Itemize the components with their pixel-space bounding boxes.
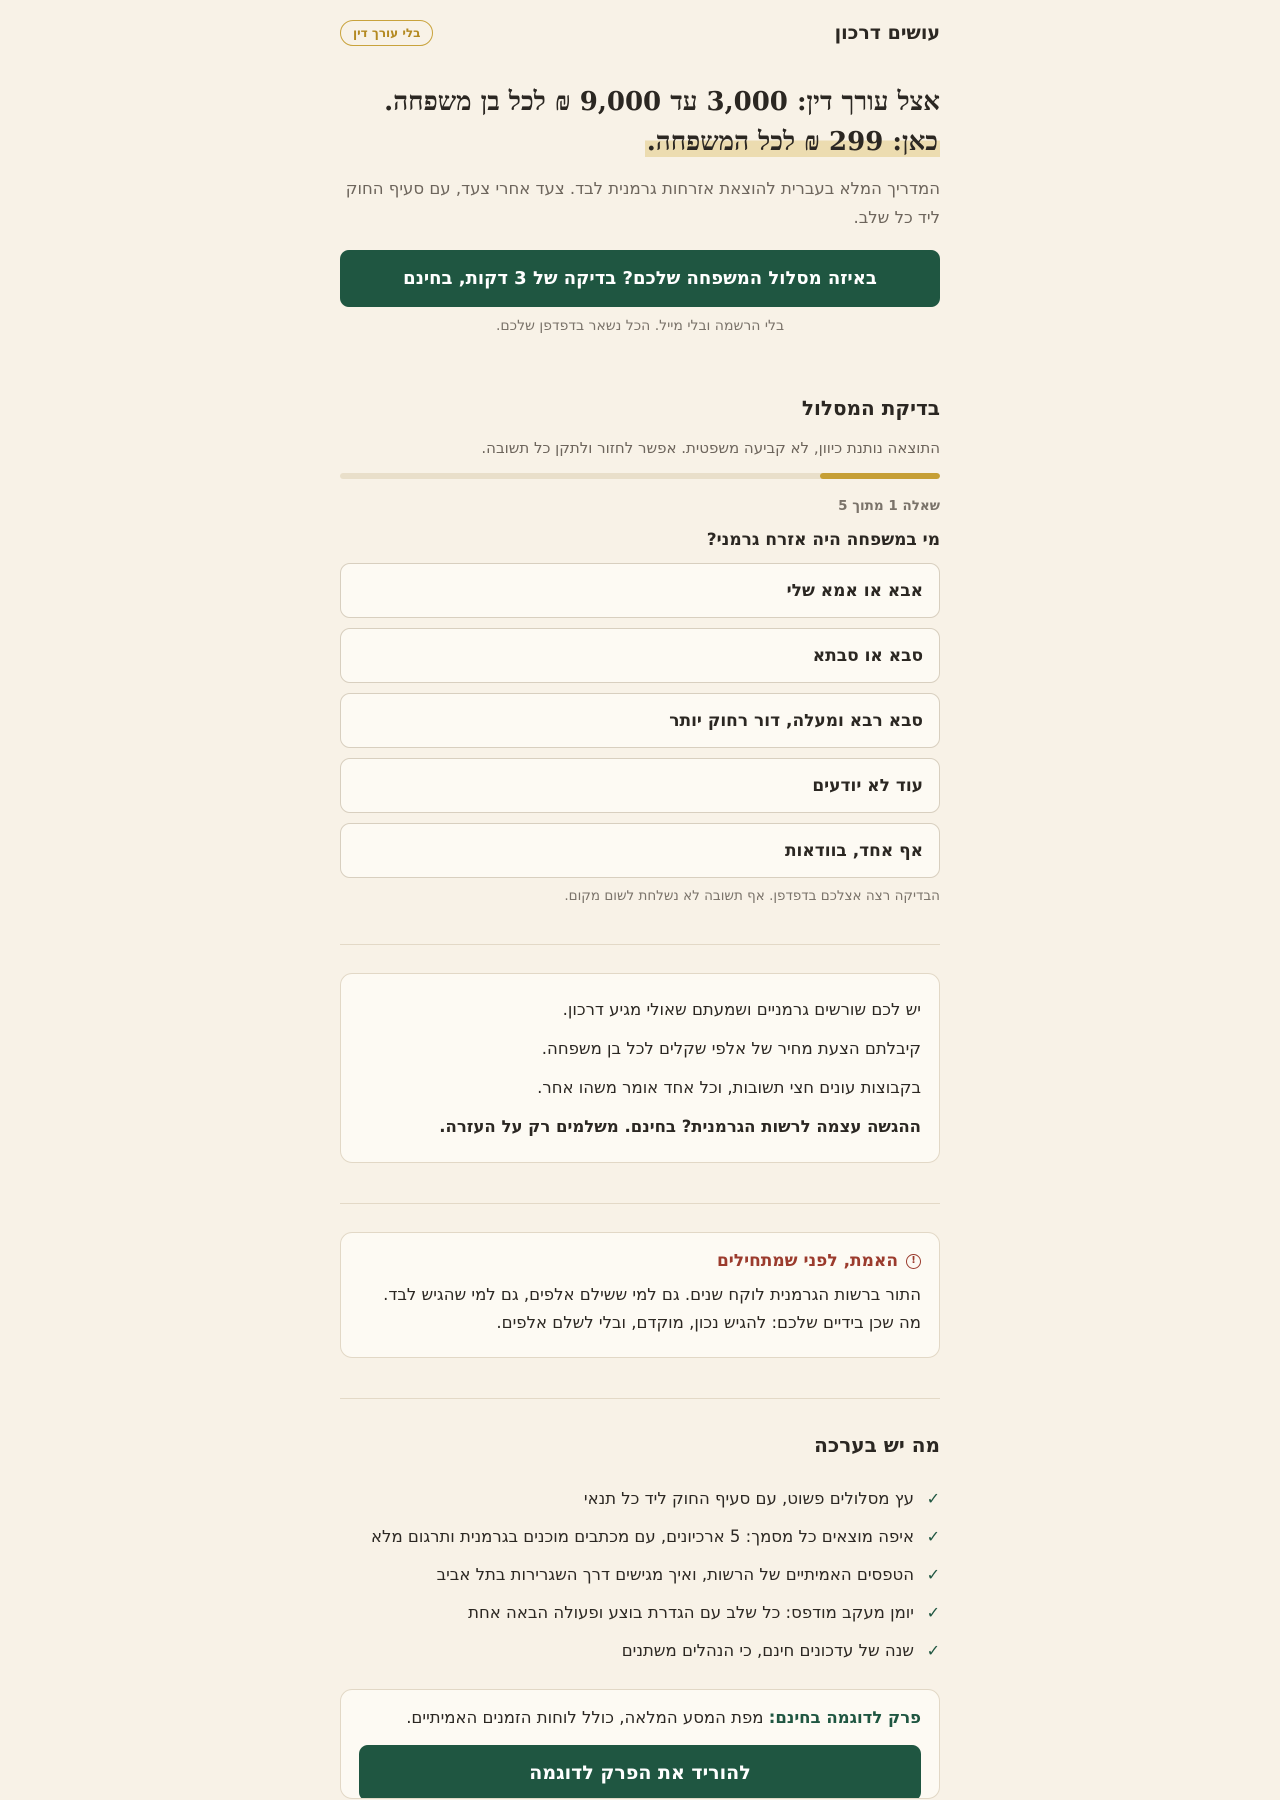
headline-line-price: כאן: 299 ₪ לכל המשפחה.: [646, 127, 938, 157]
check-icon: ✓: [926, 1564, 940, 1584]
sample-text: מפת המסע המלאה, כולל לוחות הזמנים האמיתיים.: [406, 1708, 769, 1727]
pain-line: בקבוצות עונים חצי תשובות, וכל אחד אומר משהו אחר.: [537, 1078, 921, 1097]
quiz-question: מי במשפחה היה אזרח גרמני?: [706, 530, 940, 550]
option-none[interactable]: אף אחד, בוודאות: [340, 823, 940, 878]
option-grandparent[interactable]: סבא או סבתא: [340, 628, 940, 683]
sample-chapter-card: [340, 1689, 940, 1799]
alert-circle-icon: !: [906, 1254, 921, 1269]
hero-subtitle: המדריך המלא בעברית להוצאת אזרחות גרמנית לבד. צעד אחרי צעד, עם סעיף החוק ליד כל שלב.: [345, 179, 940, 227]
no-lawyer-badge: בלי עורך דין: [340, 20, 433, 46]
sample-lead: פרק לדוגמה בחינם:: [768, 1708, 921, 1727]
check-icon: ✓: [926, 1640, 940, 1660]
quiz-privacy-note: הבדיקה רצה אצלכם בדפדפן. אף תשובה לא נשלחת לשום מקום.: [564, 888, 940, 904]
brand-logo[interactable]: עושים דרכון: [834, 22, 940, 44]
option-great-grandparent[interactable]: סבא רבא ומעלה, דור רחוק יותר: [340, 693, 940, 748]
list-item: [340, 1517, 940, 1555]
truth-card: [340, 1232, 940, 1358]
question-counter: שאלה 1 מתוך 5: [838, 498, 940, 514]
quiz-options: [340, 563, 940, 878]
list-item: [340, 1555, 940, 1593]
check-icon: ✓: [926, 1526, 940, 1546]
top-bar: [340, 18, 940, 48]
kit-item-text: עץ מסלולים פשוט, עם סעיף החוק ליד כל תנאי: [583, 1488, 914, 1508]
section-divider: [340, 1203, 940, 1204]
list-item: [340, 1631, 940, 1669]
kit-item-text: יומן מעקב מודפס: כל שלב עם הגדרת בוצע ופעולה הבאה אחת: [468, 1602, 914, 1622]
pain-line: יש לכם שורשים גרמניים ושמעתם שאולי מגיע דרכון.: [562, 1000, 921, 1019]
section-divider: [340, 1398, 940, 1399]
list-item: [340, 1593, 940, 1631]
kit-item-text: שנה של עדכונים חינם, כי הנהלים משתנים: [621, 1640, 914, 1660]
truth-line: התור ברשות הגרמנית לוקח שנים. גם למי ששילם אלפים, גם למי שהגיש לבד.: [383, 1285, 921, 1304]
pain-conclusion: ההגשה עצמה לרשות הגרמנית? בחינם. משלמים רק על העזרה.: [439, 1117, 921, 1136]
check-icon: ✓: [926, 1488, 940, 1508]
section-divider: [340, 944, 940, 945]
start-quiz-button[interactable]: באיזה מסלול המשפחה שלכם? בדיקה של 3 דקות, בחינם: [340, 250, 940, 307]
kit-title: מה יש בערכה: [814, 1433, 940, 1457]
quiz-disclaimer: התוצאה נותנת כיוון, לא קביעה משפטית. אפשר לחזור ולתקן כל תשובה.: [481, 439, 940, 457]
cta-note: בלי הרשמה ובלי מייל. הכל נשאר בדפדפן שלכם.: [495, 318, 785, 334]
kit-item-text: איפה מוצאים כל מסמך: 5 ארכיונים, עם מכתבים מוכנים בגרמנית ותרגום מלא: [371, 1526, 914, 1546]
landing-page: [340, 0, 940, 1799]
quiz-progress-bar: [340, 473, 940, 479]
check-icon: ✓: [926, 1602, 940, 1622]
kit-feature-list: [340, 1479, 940, 1669]
truth-header: [359, 1251, 921, 1271]
truth-title: האמת, לפני שמתחילים: [716, 1251, 898, 1271]
truth-line: מה שכן בידיים שלכם: להגיש נכון, מוקדם, ובלי לשלם אלפים.: [496, 1313, 921, 1332]
option-parent[interactable]: אבא או אמא שלי: [340, 563, 940, 618]
pain-line: קיבלתם הצעת מחיר של אלפי שקלים לכל בן משפחה.: [541, 1039, 921, 1058]
download-sample-button[interactable]: להוריד את הפרק לדוגמה: [359, 1745, 921, 1799]
headline-line-lawyer: אצל עורך דין: 3,000 עד 9,000 ₪ לכל בן משפחה.: [384, 87, 940, 117]
truth-body: [359, 1281, 921, 1337]
hero-headline: [340, 82, 940, 162]
kit-item-text: הטפסים האמיתיים של הרשות, ואיך מגישים דרך השגרירות בתל אביב: [436, 1564, 914, 1584]
list-item: [340, 1479, 940, 1517]
quiz-title: בדיקת המסלול: [801, 396, 940, 420]
sample-description: [359, 1708, 921, 1727]
quiz-progress-fill: [820, 473, 940, 479]
option-unknown[interactable]: עוד לא יודעים: [340, 758, 940, 813]
pain-points-card: [340, 973, 940, 1163]
